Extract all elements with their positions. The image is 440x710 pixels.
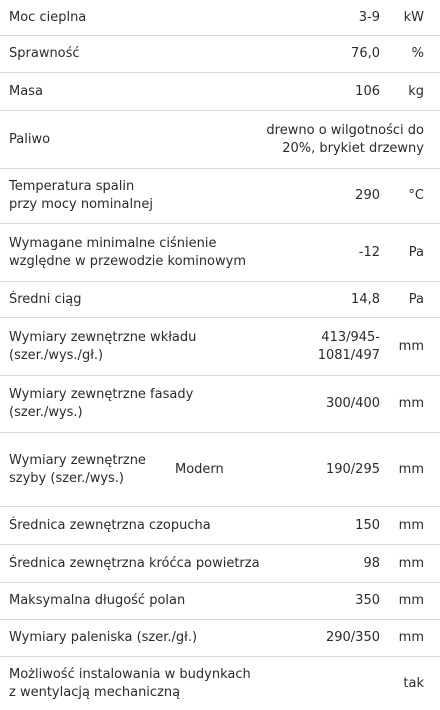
spec-value: tak: [403, 675, 424, 691]
spec-value: 190/295: [325, 461, 380, 477]
spec-unit: kW: [403, 9, 424, 25]
spec-label: Wymiary zewnętrzne fasady (szer./wys.): [9, 387, 194, 420]
spec-unit: mm: [398, 555, 424, 571]
spec-row-max-log-length: [0, 583, 440, 619]
spec-value: 290: [355, 188, 380, 203]
spec-row-insert-dimensions: [0, 318, 440, 375]
spec-unit: %: [411, 46, 424, 61]
spec-label: Moc cieplna: [9, 9, 87, 25]
spec-unit: Pa: [408, 244, 424, 260]
spec-label: Maksymalna długość polan: [9, 593, 186, 608]
spec-label: Średnica zewnętrzna króćca powietrza: [9, 555, 260, 571]
spec-unit: mm: [398, 461, 424, 477]
spec-row-efficiency: [0, 36, 440, 72]
spec-variant: Modern: [175, 461, 224, 477]
spec-row-flue-diameter: [0, 507, 440, 544]
spec-label: Możliwość instalowania w budynkach z wentylacją mechaniczną: [9, 666, 251, 700]
spec-unit: mm: [398, 338, 424, 354]
spec-value: 413/945- 1081/497: [317, 329, 380, 363]
spec-value: 150: [355, 517, 380, 533]
spec-unit: mm: [398, 630, 424, 645]
spec-unit: mm: [398, 517, 424, 533]
spec-value: 76,0: [351, 46, 380, 61]
spec-label: Paliwo: [9, 131, 51, 147]
spec-row-fuel: [0, 111, 440, 168]
spec-unit: mm: [398, 396, 424, 411]
spec-label: Sprawność: [9, 46, 80, 61]
spec-row-air-inlet-diameter: [0, 545, 440, 582]
spec-value: 3-9: [358, 9, 380, 25]
spec-label: Temperatura spalin przy mocy nominalnej: [9, 179, 153, 212]
spec-label: Średnica zewnętrzna czopucha: [9, 517, 211, 533]
spec-value: 300/400: [325, 396, 380, 411]
spec-label: Wymiary zewnętrzne wkładu (szer./wys./gł.): [9, 329, 197, 363]
spec-row-mechanical-ventilation: [0, 657, 440, 710]
spec-row-min-pressure: [0, 224, 440, 281]
spec-row-heat-output: [0, 0, 440, 35]
spec-value: 14,8: [351, 291, 380, 307]
spec-value: 98: [363, 555, 380, 571]
spec-unit: °C: [408, 188, 424, 203]
spec-label: Wymagane minimalne ciśnienie względne w przewodzie kominowym: [9, 235, 247, 269]
spec-unit: mm: [398, 593, 424, 608]
spec-value: -12: [358, 244, 380, 260]
spec-row-firebox-dimensions: [0, 620, 440, 656]
spec-unit: Pa: [408, 291, 424, 307]
spec-value: 106: [355, 83, 380, 99]
spec-row-glass-dimensions: [0, 433, 440, 506]
spec-unit: kg: [408, 83, 424, 99]
spec-value: 290/350: [325, 630, 380, 645]
spec-label: Wymiary paleniska (szer./gł.): [9, 630, 198, 645]
spec-label: Masa: [9, 83, 43, 99]
spec-label: Średni ciąg: [9, 291, 82, 307]
spec-label: Wymiary zewnętrzne szyby (szer./wys.): [9, 452, 146, 486]
spec-row-mass: [0, 73, 440, 110]
spec-value: drewno o wilgotności do 20%, brykiet drzewny: [266, 122, 424, 156]
spec-row-flue-temperature: [0, 169, 440, 223]
spec-row-average-draft: [0, 282, 440, 317]
spec-row-facade-dimensions: [0, 376, 440, 432]
spec-value: 350: [355, 593, 380, 608]
